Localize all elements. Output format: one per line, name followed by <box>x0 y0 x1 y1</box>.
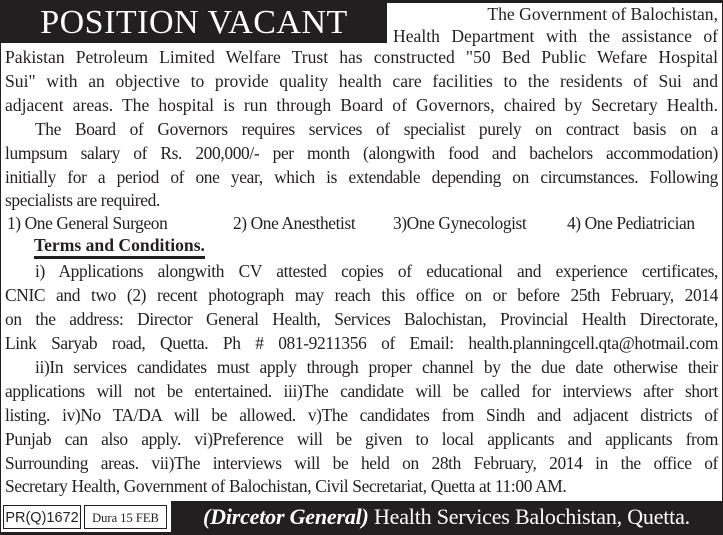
ad-title: POSITION VACANT <box>1 3 387 43</box>
terms-line: CNIC and two (2) recent photograph may reach this office on or before 25th February, 2014 <box>5 285 718 305</box>
specialists-list <box>5 211 718 235</box>
terms-line: Punjab can also apply. vi)Preference will be given to local applicants and applicants from <box>5 429 718 449</box>
terms-line: Surrounding areas. vii)The interviews will be held on 28th February, 2014 in the office of <box>5 453 718 473</box>
intro-line-4: Sui" with an objective to provide quality health care facilities to the residents of Sui and <box>5 71 718 91</box>
board-line-1: The Board of Governors requires services of specialist purely on contract basis on a <box>35 119 718 139</box>
terms-heading: Terms and Conditions. <box>34 234 205 259</box>
intro-line-1: The Government of Balochistan, <box>487 4 718 24</box>
intro-line-2: Health Department with the assistance of <box>393 26 718 46</box>
board-line-2: lumpsum salary of Rs. 200,000/- per month (alongwith food and bachelors accommodation) <box>5 143 718 163</box>
reference-code: PR(Q)1672 <box>3 505 81 529</box>
terms-line: listing. iv)No TA/DA will be allowed. v)The candidates from Sindh and adjacent districts of <box>5 405 718 425</box>
terms-line: Secretary Health, Government of Balochistan, Civil Secretariat, Quetta at 11:00 AM. <box>5 476 567 496</box>
specialist-item: 1) One General Surgeon <box>7 213 168 233</box>
specialist-item: 4) One Pediatrician <box>567 213 695 233</box>
terms-line: on the address: Director General Health, Services Balochistan, Provincial Health Directorate, <box>5 309 718 329</box>
board-line-3: initially for a period of one year, which is extendable depending on circumstances. Following <box>5 167 718 187</box>
bottom-rule <box>1 532 722 534</box>
terms-line: i) Applications alongwith CV attested copies of educational and experience certificates, <box>35 261 718 281</box>
ad-footer <box>1 501 722 534</box>
signatory-role: (Dircetor General) <box>203 504 369 529</box>
specialist-item: 2) One Anesthetist <box>233 213 356 233</box>
terms-line: ii)In services candidates must apply through proper channel by the due date otherwise their <box>35 357 718 377</box>
specialist-item: 3)One Gynecologist <box>393 213 527 233</box>
terms-line: Link Saryab road, Quetta. Ph # 081-9211356 of Email: health.planningcell.qta@hotmail.com <box>5 333 718 353</box>
board-line-4: specialists are required. <box>5 190 160 210</box>
intro-line-5: adjacent areas. The hospital is run through Board of Governors, chaired by Secretary Health. <box>5 95 718 115</box>
dura-label: Dura 15 FEB <box>84 505 167 529</box>
signatory-bar <box>171 501 722 532</box>
signatory-org: Health Services Balochistan, Quetta. <box>373 504 690 529</box>
intro-line-3: Pakistan Petroleum Limited Welfare Trust has constructed "50 Bed Public Wefare Hospital <box>5 47 718 67</box>
terms-line: applications will not be entertained. iii)The candidate will be called for interviews after short <box>5 381 718 401</box>
